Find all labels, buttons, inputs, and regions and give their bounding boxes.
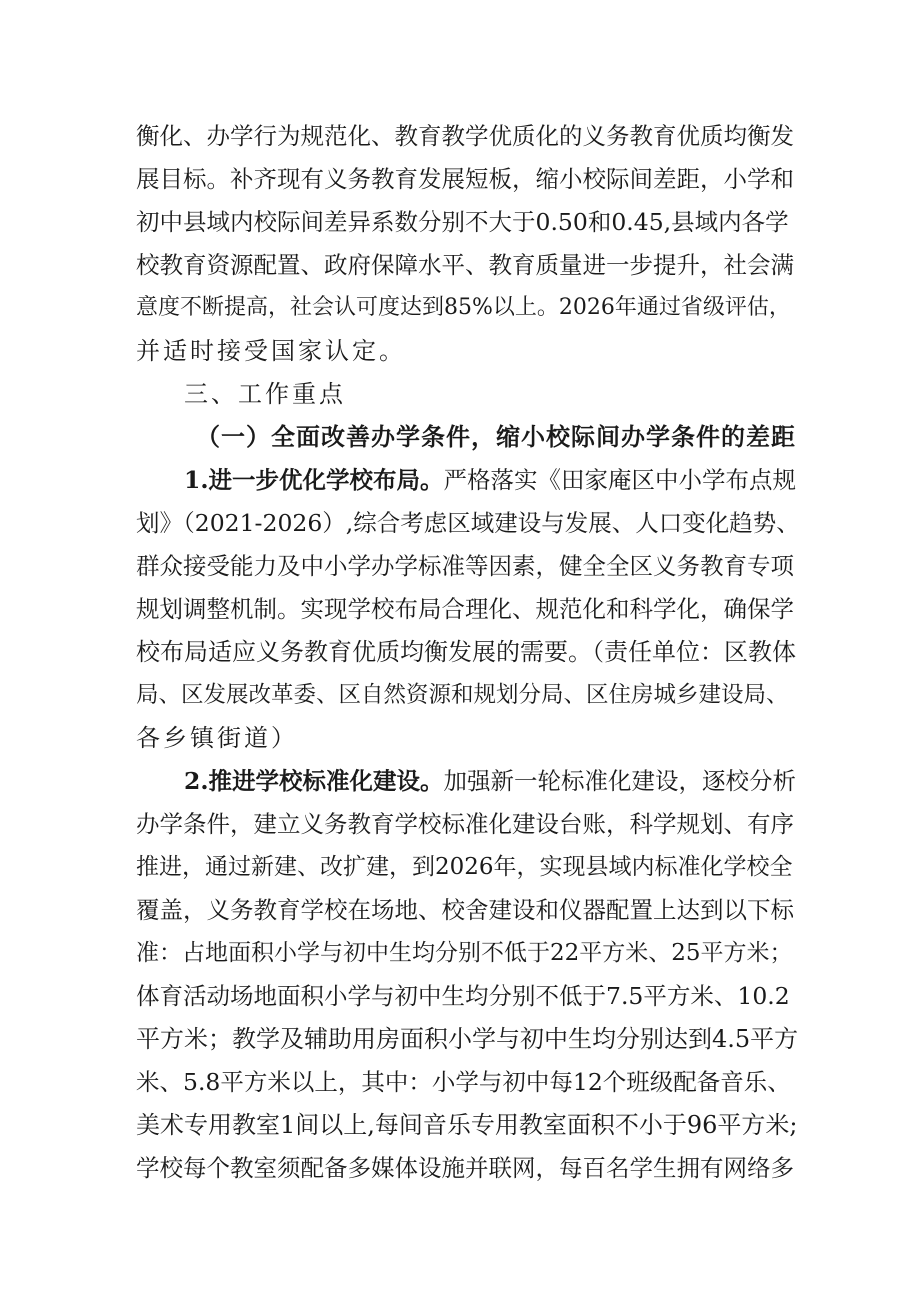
paragraph-line: 准：占地面积小学与初中生均分别不低于22平方米、25平方米；: [136, 940, 793, 966]
paragraph-line: 局、区发展改革委、区自然资源和规划分局、区住房城乡建设局、: [136, 682, 789, 708]
paragraph-line: 办学条件，建立义务教育学校标准化建设台账，科学规划、有序: [136, 810, 794, 838]
item-2-title: 2.推进学校标准化建设。: [184, 767, 444, 795]
paragraph-line: 平方米；教学及辅助用房面积小学与初中生均分别达到4.5平方: [136, 1025, 799, 1053]
paragraph-line: 并适时接受国家认定。: [136, 337, 406, 365]
paragraph-line: 校布局适应义务教育优质均衡发展的需要。（责任单位：区教体: [136, 638, 796, 666]
item-1-title: 1.进一步优化学校布局。: [184, 466, 444, 494]
paragraph-line: 各乡镇街道）: [136, 724, 298, 752]
section-heading: 三、工作重点: [184, 380, 346, 408]
paragraph-line: 推进，通过新建、改扩建，到2026年，实现县域内标准化学校全: [136, 854, 793, 880]
sub-heading: （一）全面改善办学条件，缩小校际间办学条件的差距: [196, 422, 796, 451]
paragraph-line: 米、5.8平方米以上，其中：小学与初中每12个班级配备音乐、: [136, 1068, 791, 1096]
paragraph-line: 初中县域内校际间差异系数分别不大于0.50和0.45,县域内各学: [136, 208, 789, 236]
paragraph-line: 体育活动场地面积小学与初中生均分别不低于7.5平方米、10.2: [136, 982, 790, 1010]
paragraph-line: 意度不断提高，社会认可度达到85%以上。2026年通过省级评估，: [136, 295, 791, 320]
paragraph-line: 展目标。补齐现有义务教育发展短板，缩小校际间差距，小学和: [136, 165, 794, 193]
paragraph-line: 群众接受能力及中小学办学标准等因素，健全全区义务教育专项: [136, 552, 794, 580]
paragraph-line: 划》（2021-2026）,综合考虑区域建设与发展、人口变化趋势、: [136, 509, 800, 537]
item-2-first-line: [184, 766, 796, 796]
paragraph-line: 覆盖，义务教育学校在场地、校舍建设和仪器配置上达到以下标: [136, 896, 794, 924]
item-1-text: 严格落实《田家庵区中小学布点规: [443, 466, 797, 494]
paragraph-line: 学校每个教室须配备多媒体设施并联网，每百名学生拥有网络多: [136, 1154, 794, 1182]
paragraph-line: 美术专用教室1间以上,每间音乐专用教室面积不小于96平方米;: [136, 1111, 798, 1139]
item-2-text: 加强新一轮标准化建设，逐校分析: [443, 767, 797, 795]
paragraph-line: 规划调整机制。实现学校布局合理化、规范化和科学化，确保学: [136, 595, 794, 623]
paragraph-line: 衡化、办学行为规范化、教育教学优质化的义务教育优质均衡发: [136, 122, 794, 150]
item-1-first-line: [184, 465, 796, 495]
paragraph-line: 校教育资源配置、政府保障水平、教育质量进一步提升，社会满: [136, 251, 794, 279]
